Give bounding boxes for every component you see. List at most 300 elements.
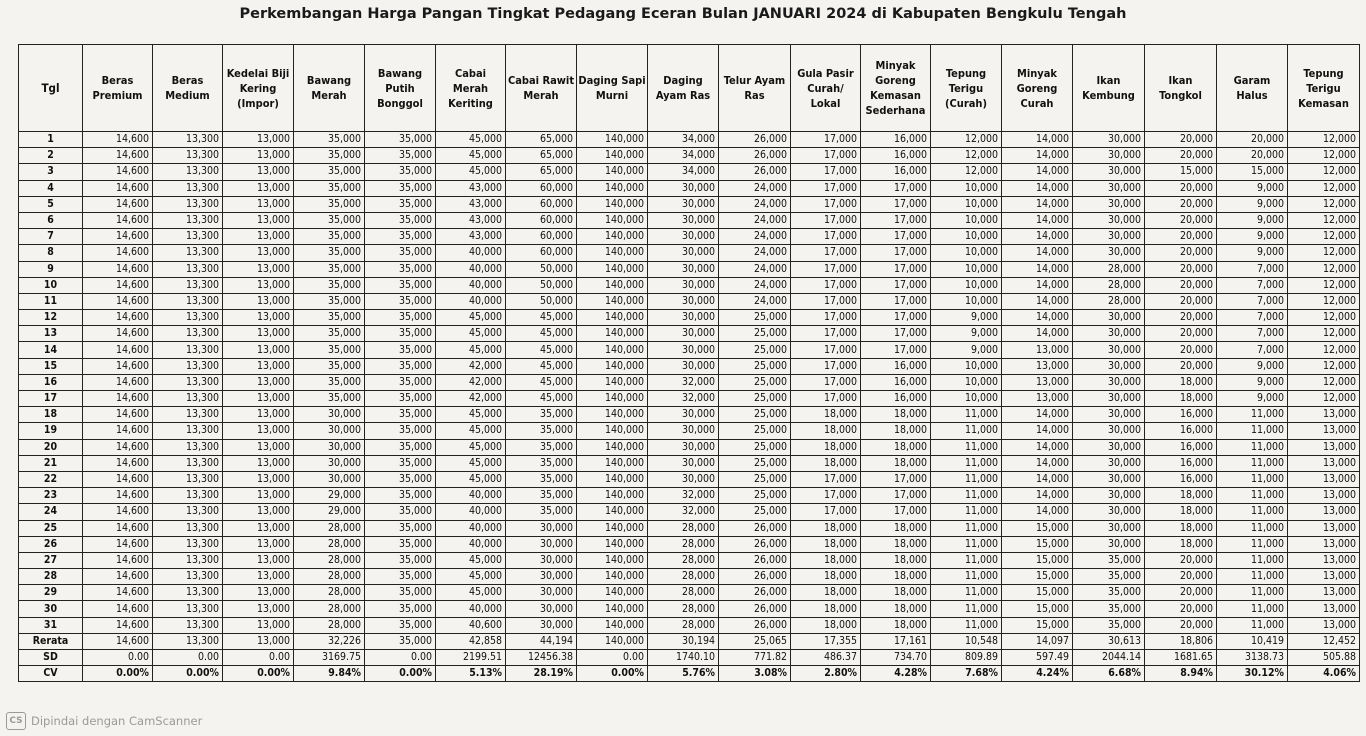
- date-cell: 21: [19, 455, 83, 471]
- date-cell: 22: [19, 471, 83, 487]
- price-cell: 14,600: [83, 358, 153, 374]
- price-cell: 30,000: [1073, 245, 1145, 261]
- table-row: [19, 212, 1360, 228]
- price-cell: 140,000: [577, 585, 648, 601]
- price-cell: 14,600: [83, 229, 153, 245]
- price-cell: 14,000: [1002, 245, 1073, 261]
- price-cell: 42,000: [436, 358, 506, 374]
- price-cell: 0.00%: [223, 666, 294, 682]
- price-cell: 13,000: [223, 342, 294, 358]
- price-cell: 30,000: [1073, 536, 1145, 552]
- price-cell: 13,300: [153, 326, 223, 342]
- price-cell: 30,000: [506, 585, 577, 601]
- price-cell: 140,000: [577, 293, 648, 309]
- price-cell: 35,000: [365, 326, 436, 342]
- price-cell: 45,000: [436, 439, 506, 455]
- price-cell: 140,000: [577, 277, 648, 293]
- price-cell: 28,000: [294, 617, 365, 633]
- date-cell: 31: [19, 617, 83, 633]
- price-cell: 13,000: [1288, 504, 1360, 520]
- price-cell: 25,000: [719, 326, 791, 342]
- price-cell: 35,000: [365, 132, 436, 148]
- price-cell: 35,000: [294, 196, 365, 212]
- table-header: [19, 45, 1360, 132]
- price-cell: 9,000: [931, 342, 1002, 358]
- price-cell: 13,000: [1288, 455, 1360, 471]
- price-cell: 14,600: [83, 423, 153, 439]
- price-cell: 140,000: [577, 132, 648, 148]
- price-cell: 28.19%: [506, 666, 577, 682]
- price-cell: 14,600: [83, 407, 153, 423]
- price-cell: 2.80%: [791, 666, 861, 682]
- price-cell: 13,000: [223, 310, 294, 326]
- price-cell: 10,419: [1217, 633, 1288, 649]
- price-cell: 3169.75: [294, 650, 365, 666]
- price-cell: 35,000: [365, 164, 436, 180]
- price-cell: 35,000: [365, 148, 436, 164]
- price-cell: 35,000: [365, 569, 436, 585]
- price-cell: 13,300: [153, 471, 223, 487]
- price-cell: 17,000: [791, 488, 861, 504]
- price-cell: 17,000: [791, 132, 861, 148]
- date-cell: 30: [19, 601, 83, 617]
- price-cell: 18,000: [861, 617, 931, 633]
- price-cell: 20,000: [1145, 585, 1217, 601]
- price-cell: 809.89: [931, 650, 1002, 666]
- price-cell: 16,000: [861, 358, 931, 374]
- price-cell: 30,000: [648, 261, 719, 277]
- price-cell: 35,000: [506, 455, 577, 471]
- date-cell: 3: [19, 164, 83, 180]
- price-cell: 20,000: [1145, 601, 1217, 617]
- price-cell: 28,000: [1073, 261, 1145, 277]
- price-cell: 35,000: [1073, 569, 1145, 585]
- price-cell: 17,000: [791, 229, 861, 245]
- price-cell: 40,000: [436, 536, 506, 552]
- price-cell: 14,600: [83, 569, 153, 585]
- price-cell: 17,000: [861, 310, 931, 326]
- column-header: Minyak Goreng Kemasan Sederhana: [861, 45, 931, 132]
- price-cell: 13,000: [223, 569, 294, 585]
- price-cell: 30,000: [506, 536, 577, 552]
- date-cell: 20: [19, 439, 83, 455]
- price-cell: 17,000: [861, 326, 931, 342]
- price-cell: 40,000: [436, 293, 506, 309]
- price-cell: 28,000: [1073, 277, 1145, 293]
- price-cell: 14,600: [83, 617, 153, 633]
- price-cell: 17,000: [791, 391, 861, 407]
- price-cell: 140,000: [577, 374, 648, 390]
- price-cell: 13,300: [153, 310, 223, 326]
- price-cell: 24,000: [719, 261, 791, 277]
- price-cell: 11,000: [1217, 439, 1288, 455]
- price-cell: 12,000: [1288, 261, 1360, 277]
- price-cell: 35,000: [365, 633, 436, 649]
- price-cell: 13,300: [153, 391, 223, 407]
- date-cell: 14: [19, 342, 83, 358]
- column-header: Minyak Goreng Curah: [1002, 45, 1073, 132]
- price-cell: 10,000: [931, 358, 1002, 374]
- price-cell: 28,000: [648, 569, 719, 585]
- price-cell: 13,300: [153, 520, 223, 536]
- price-cell: 35,000: [365, 229, 436, 245]
- table-row: [19, 342, 1360, 358]
- price-cell: 30,194: [648, 633, 719, 649]
- price-cell: 11,000: [1217, 471, 1288, 487]
- price-cell: 13,000: [223, 536, 294, 552]
- column-header: Daging Ayam Ras: [648, 45, 719, 132]
- price-cell: 35,000: [294, 229, 365, 245]
- price-cell: 26,000: [719, 164, 791, 180]
- price-cell: 32,226: [294, 633, 365, 649]
- price-cell: 13,000: [223, 180, 294, 196]
- price-cell: 17,000: [791, 293, 861, 309]
- price-cell: 35,000: [294, 310, 365, 326]
- price-cell: 17,000: [791, 374, 861, 390]
- price-cell: 30,000: [1073, 520, 1145, 536]
- price-cell: 14,600: [83, 261, 153, 277]
- price-cell: 13,300: [153, 132, 223, 148]
- price-cell: 140,000: [577, 633, 648, 649]
- price-cell: 12,452: [1288, 633, 1360, 649]
- price-cell: 35,000: [365, 439, 436, 455]
- price-cell: 15,000: [1002, 569, 1073, 585]
- column-header: Garam Halus: [1217, 45, 1288, 132]
- price-cell: 18,000: [791, 455, 861, 471]
- price-cell: 5.13%: [436, 666, 506, 682]
- price-cell: 30,000: [506, 552, 577, 568]
- price-cell: 13,000: [223, 212, 294, 228]
- price-cell: 14,600: [83, 293, 153, 309]
- price-cell: 13,000: [1288, 617, 1360, 633]
- price-cell: 0.00: [83, 650, 153, 666]
- price-cell: 30,000: [294, 423, 365, 439]
- price-cell: 11,000: [931, 471, 1002, 487]
- price-cell: 13,300: [153, 245, 223, 261]
- price-cell: 14,000: [1002, 212, 1073, 228]
- price-cell: 13,000: [223, 326, 294, 342]
- price-cell: 1681.65: [1145, 650, 1217, 666]
- price-cell: 35,000: [365, 180, 436, 196]
- price-cell: 9,000: [1217, 196, 1288, 212]
- price-cell: 45,000: [436, 342, 506, 358]
- price-cell: 140,000: [577, 439, 648, 455]
- price-cell: 13,000: [223, 423, 294, 439]
- price-cell: 40,000: [436, 488, 506, 504]
- price-cell: 13,300: [153, 293, 223, 309]
- price-cell: 13,300: [153, 488, 223, 504]
- price-cell: 18,000: [861, 520, 931, 536]
- price-cell: 12,000: [1288, 196, 1360, 212]
- stat-label: Rerata: [19, 633, 83, 649]
- price-cell: 734.70: [861, 650, 931, 666]
- price-cell: 13,000: [1002, 342, 1073, 358]
- price-cell: 35,000: [506, 423, 577, 439]
- table-row: [19, 504, 1360, 520]
- table-row: [19, 488, 1360, 504]
- price-cell: 13,000: [223, 358, 294, 374]
- price-cell: 16,000: [861, 164, 931, 180]
- price-cell: 24,000: [719, 277, 791, 293]
- price-cell: 11,000: [931, 423, 1002, 439]
- price-cell: 14,600: [83, 342, 153, 358]
- price-cell: 11,000: [931, 569, 1002, 585]
- column-header: Bawang Merah: [294, 45, 365, 132]
- price-cell: 11,000: [931, 536, 1002, 552]
- price-cell: 9,000: [1217, 229, 1288, 245]
- price-cell: 140,000: [577, 342, 648, 358]
- table-row: [19, 601, 1360, 617]
- price-cell: 35,000: [365, 277, 436, 293]
- price-cell: 13,000: [223, 261, 294, 277]
- price-cell: 16,000: [861, 148, 931, 164]
- price-cell: 28,000: [648, 520, 719, 536]
- price-cell: 13,000: [1288, 471, 1360, 487]
- price-cell: 9,000: [931, 326, 1002, 342]
- date-cell: 8: [19, 245, 83, 261]
- price-cell: 17,000: [861, 488, 931, 504]
- price-cell: 60,000: [506, 180, 577, 196]
- price-cell: 4.28%: [861, 666, 931, 682]
- date-cell: 2: [19, 148, 83, 164]
- price-cell: 11,000: [1217, 601, 1288, 617]
- price-cell: 30,613: [1073, 633, 1145, 649]
- price-cell: 18,000: [791, 569, 861, 585]
- price-cell: 35,000: [365, 585, 436, 601]
- date-cell: 6: [19, 212, 83, 228]
- price-cell: 14,600: [83, 585, 153, 601]
- price-cell: 30,000: [648, 196, 719, 212]
- price-cell: 20,000: [1145, 552, 1217, 568]
- price-cell: 9,000: [1217, 358, 1288, 374]
- price-cell: 16,000: [1145, 455, 1217, 471]
- price-cell: 45,000: [436, 310, 506, 326]
- price-cell: 14,600: [83, 439, 153, 455]
- price-cell: 140,000: [577, 148, 648, 164]
- price-cell: 13,300: [153, 633, 223, 649]
- price-cell: 11,000: [931, 407, 1002, 423]
- price-cell: 17,000: [861, 293, 931, 309]
- price-cell: 18,806: [1145, 633, 1217, 649]
- price-cell: 35,000: [1073, 617, 1145, 633]
- price-cell: 10,000: [931, 229, 1002, 245]
- price-cell: 29,000: [294, 488, 365, 504]
- price-cell: 17,000: [861, 229, 931, 245]
- price-cell: 30,000: [1073, 212, 1145, 228]
- price-cell: 14,600: [83, 633, 153, 649]
- price-cell: 14,600: [83, 488, 153, 504]
- price-cell: 45,000: [436, 132, 506, 148]
- price-cell: 140,000: [577, 261, 648, 277]
- price-cell: 24,000: [719, 245, 791, 261]
- price-cell: 12,000: [1288, 132, 1360, 148]
- price-cell: 17,000: [791, 245, 861, 261]
- price-cell: 50,000: [506, 261, 577, 277]
- price-cell: 28,000: [294, 601, 365, 617]
- price-cell: 20,000: [1145, 617, 1217, 633]
- price-cell: 7.68%: [931, 666, 1002, 682]
- price-cell: 30,000: [648, 439, 719, 455]
- column-header: Tepung Terigu Kemasan: [1288, 45, 1360, 132]
- price-cell: 11,000: [931, 520, 1002, 536]
- price-cell: 13,300: [153, 536, 223, 552]
- price-cell: 140,000: [577, 455, 648, 471]
- price-cell: 30,000: [506, 601, 577, 617]
- price-cell: 34,000: [648, 148, 719, 164]
- price-cell: 45,000: [436, 164, 506, 180]
- date-cell: 19: [19, 423, 83, 439]
- price-cell: 35,000: [1073, 552, 1145, 568]
- price-cell: 18,000: [861, 439, 931, 455]
- price-cell: 18,000: [791, 407, 861, 423]
- price-cell: 24,000: [719, 229, 791, 245]
- price-cell: 14,600: [83, 455, 153, 471]
- price-cell: 45,000: [506, 310, 577, 326]
- price-cell: 13,300: [153, 196, 223, 212]
- date-cell: 1: [19, 132, 83, 148]
- stat-label: CV: [19, 666, 83, 682]
- price-cell: 14,600: [83, 374, 153, 390]
- price-cell: 14,600: [83, 536, 153, 552]
- date-cell: 18: [19, 407, 83, 423]
- price-cell: 14,600: [83, 164, 153, 180]
- price-cell: 13,000: [223, 617, 294, 633]
- price-cell: 42,858: [436, 633, 506, 649]
- price-cell: 35,000: [294, 358, 365, 374]
- price-cell: 26,000: [719, 536, 791, 552]
- price-cell: 140,000: [577, 180, 648, 196]
- price-cell: 20,000: [1145, 358, 1217, 374]
- price-cell: 14,000: [1002, 488, 1073, 504]
- price-cell: 17,000: [861, 212, 931, 228]
- price-cell: 14,000: [1002, 423, 1073, 439]
- price-cell: 13,000: [223, 471, 294, 487]
- price-cell: 18,000: [1145, 504, 1217, 520]
- price-cell: 45,000: [506, 391, 577, 407]
- price-cell: 35,000: [294, 212, 365, 228]
- price-cell: 30,000: [1073, 358, 1145, 374]
- price-cell: 44,194: [506, 633, 577, 649]
- price-cell: 24,000: [719, 180, 791, 196]
- price-cell: 597.49: [1002, 650, 1073, 666]
- page-title: Perkembangan Harga Pangan Tingkat Pedagang Eceran Bulan JANUARI 2024 di Kabupaten Bengkulu Tengah: [239, 6, 1127, 22]
- price-cell: 30,000: [1073, 391, 1145, 407]
- date-cell: 29: [19, 585, 83, 601]
- column-header: Bawang Putih Bonggol: [365, 45, 436, 132]
- price-cell: 140,000: [577, 520, 648, 536]
- price-cell: 43,000: [436, 212, 506, 228]
- table-row: [19, 569, 1360, 585]
- price-cell: 12,000: [1288, 310, 1360, 326]
- price-cell: 28,000: [294, 536, 365, 552]
- date-cell: 15: [19, 358, 83, 374]
- date-cell: 17: [19, 391, 83, 407]
- price-cell: 0.00%: [577, 666, 648, 682]
- price-cell: 30,000: [648, 212, 719, 228]
- price-cell: 140,000: [577, 358, 648, 374]
- price-cell: 12,000: [931, 148, 1002, 164]
- price-cell: 14,000: [1002, 132, 1073, 148]
- price-cell: 35,000: [365, 407, 436, 423]
- price-cell: 12,000: [1288, 180, 1360, 196]
- price-cell: 18,000: [861, 455, 931, 471]
- price-cell: 16,000: [861, 132, 931, 148]
- price-cell: 28,000: [1073, 293, 1145, 309]
- price-cell: 17,000: [791, 180, 861, 196]
- stat-row: [19, 666, 1360, 682]
- price-cell: 45,000: [436, 148, 506, 164]
- price-cell: 30,000: [294, 455, 365, 471]
- price-cell: 13,000: [1288, 552, 1360, 568]
- price-cell: 45,000: [436, 585, 506, 601]
- price-cell: 140,000: [577, 196, 648, 212]
- price-cell: 16,000: [1145, 423, 1217, 439]
- price-cell: 45,000: [506, 358, 577, 374]
- price-cell: 24,000: [719, 212, 791, 228]
- price-cell: 11,000: [1217, 423, 1288, 439]
- header-row: [19, 45, 1360, 132]
- price-cell: 30,000: [1073, 180, 1145, 196]
- price-cell: 12,000: [1288, 229, 1360, 245]
- watermark-text: Dipindai dengan CamScanner: [31, 714, 203, 728]
- price-cell: 17,000: [861, 245, 931, 261]
- price-cell: 7,000: [1217, 261, 1288, 277]
- price-cell: 14,000: [1002, 164, 1073, 180]
- price-cell: 140,000: [577, 504, 648, 520]
- price-cell: 18,000: [791, 520, 861, 536]
- price-cell: 30,000: [1073, 374, 1145, 390]
- price-cell: 30,000: [506, 617, 577, 633]
- price-cell: 35,000: [365, 536, 436, 552]
- price-cell: 13,000: [223, 439, 294, 455]
- date-cell: 5: [19, 196, 83, 212]
- price-cell: 7,000: [1217, 310, 1288, 326]
- price-cell: 11,000: [1217, 520, 1288, 536]
- price-cell: 140,000: [577, 407, 648, 423]
- price-cell: 35,000: [294, 374, 365, 390]
- price-cell: 9,000: [1217, 180, 1288, 196]
- price-cell: 24,000: [719, 196, 791, 212]
- price-cell: 17,000: [861, 261, 931, 277]
- stat-row: [19, 650, 1360, 666]
- price-cell: 6.68%: [1073, 666, 1145, 682]
- table-row: [19, 164, 1360, 180]
- price-cell: 13,000: [223, 391, 294, 407]
- price-cell: 20,000: [1145, 196, 1217, 212]
- price-cell: 28,000: [294, 520, 365, 536]
- price-cell: 13,300: [153, 229, 223, 245]
- price-cell: 13,300: [153, 358, 223, 374]
- price-cell: 30,000: [1073, 310, 1145, 326]
- price-cell: 20,000: [1145, 310, 1217, 326]
- price-cell: 771.82: [719, 650, 791, 666]
- price-cell: 13,000: [223, 374, 294, 390]
- price-cell: 30,000: [1073, 229, 1145, 245]
- price-cell: 42,000: [436, 374, 506, 390]
- price-cell: 26,000: [719, 148, 791, 164]
- date-cell: 16: [19, 374, 83, 390]
- price-cell: 18,000: [1145, 374, 1217, 390]
- price-cell: 140,000: [577, 212, 648, 228]
- price-cell: 35,000: [365, 358, 436, 374]
- price-cell: 12,000: [1288, 342, 1360, 358]
- price-cell: 30,000: [648, 229, 719, 245]
- price-cell: 20,000: [1145, 326, 1217, 342]
- price-cell: 30,000: [1073, 455, 1145, 471]
- price-cell: 15,000: [1002, 585, 1073, 601]
- column-header: Beras Medium: [153, 45, 223, 132]
- price-cell: 15,000: [1145, 164, 1217, 180]
